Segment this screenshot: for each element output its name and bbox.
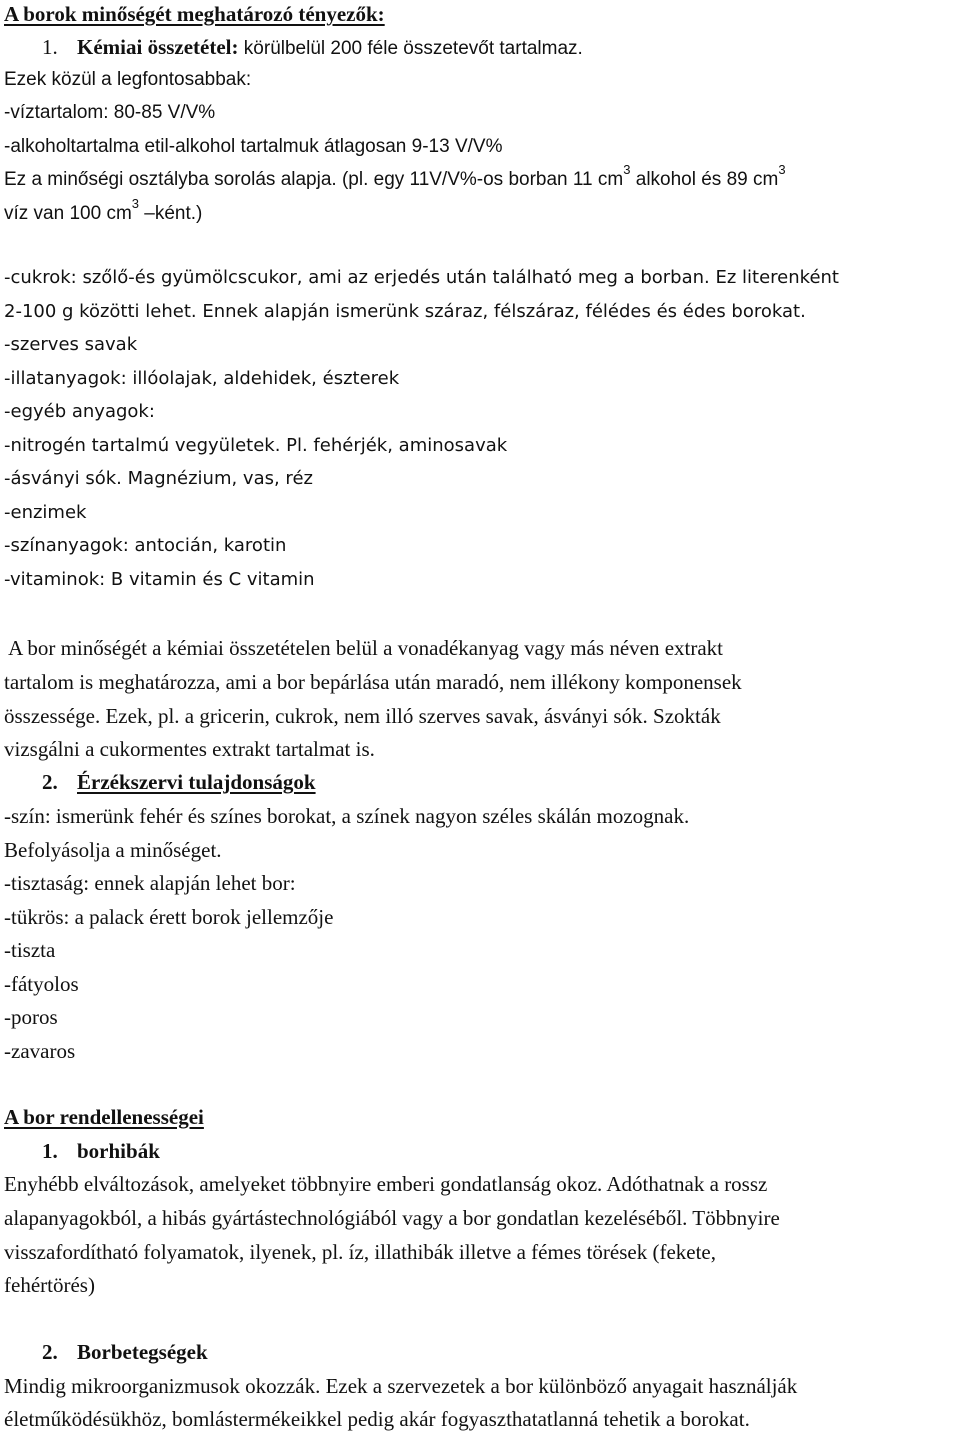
- paragraph-line: fehértörés): [4, 1273, 95, 1297]
- list-item-chemical-composition: [42, 35, 583, 60]
- text-fragment: alkohol és 89 cm: [630, 169, 779, 190]
- text-line: -tisztaság: ennek alapján lehet bor:: [4, 871, 296, 895]
- text-line: Befolyásolja a minőséget.: [4, 838, 222, 862]
- superscript: 3: [778, 162, 786, 177]
- section-heading-quality-factors: A borok minőségét meghatározó tényezők:: [4, 2, 385, 26]
- paragraph-line: visszafordítható folyamatok, ilyenek, pl. íz, illathibák illetve a fémes törések (fekete,: [4, 1240, 717, 1264]
- text-line: -víztartalom: 80-85 V/V%: [4, 102, 216, 123]
- list-item-wine-faults: [42, 1139, 160, 1163]
- paragraph-line: alapanyagokból, a hibás gyártástechnológiából vagy a bor gondatlan kezeléséből. Többnyire: [4, 1206, 780, 1230]
- list-item-sensory-properties: [42, 770, 316, 794]
- text-fragment: Ez a minőségi osztályba sorolás alapja. (pl. egy 11V/V%-os borban 11 cm: [4, 169, 624, 190]
- text-line: -poros: [4, 1005, 58, 1029]
- text-line: -alkoholtartalma etil-alkohol tartalmuk átlagosan 9-13 V/V%: [4, 136, 503, 157]
- list-item: -illatanyagok: illóolajak, aldehidek, észterek: [4, 368, 400, 389]
- list-item: -ásványi sók. Magnézium, vas, réz: [4, 468, 313, 489]
- item-number: 2.: [42, 1340, 58, 1364]
- list-item: -színanyagok: antocián, karotin: [4, 535, 287, 556]
- list-item: 2-100 g közötti lehet. Ennek alapján ismerünk száraz, félszáraz, félédes és édes borokat.: [4, 301, 806, 322]
- paragraph-line: vizsgálni a cukormentes extrakt tartalmat is.: [4, 737, 375, 761]
- section-heading-wine-defects: A bor rendellenességei: [4, 1105, 204, 1129]
- item-title: Kémiai összetétel:: [77, 35, 239, 59]
- list-item: -egyéb anyagok:: [4, 401, 155, 422]
- list-item: -enzimek: [4, 502, 87, 523]
- paragraph-line: Mindig mikroorganizmusok okozzák. Ezek a szervezetek a bor különböző anyagait használják: [4, 1374, 798, 1398]
- item-text: körülbelül 200 féle összetevőt tartalmaz.: [238, 38, 583, 59]
- text-fragment: víz van 100 cm: [4, 203, 132, 224]
- paragraph-line: tartalom is meghatározza, ami a bor bepárlása után maradó, nem illékony komponensek: [4, 670, 742, 694]
- list-item: -cukrok: szőlő-és gyümölcscukor, ami az erjedés után található meg a borban. Ez literenként: [4, 267, 839, 288]
- list-item-wine-diseases: [42, 1340, 208, 1364]
- text-line: Ezek közül a legfontosabbak:: [4, 69, 252, 90]
- item-title: borhibák: [77, 1139, 160, 1163]
- item-number: 1.: [42, 35, 58, 59]
- list-item: -nitrogén tartalmú vegyületek. Pl. fehérjék, aminosavak: [4, 435, 508, 456]
- paragraph-line: összessége. Ezek, pl. a gricerin, cukrok, nem illó szerves savak, ásványi sók. Szokták: [4, 704, 721, 728]
- text-line: -tükrös: a palack érett borok jellemzője: [4, 905, 334, 929]
- item-title: Érzékszervi tulajdonságok: [77, 770, 316, 794]
- text-line: -szín: ismerünk fehér és színes borokat, a színek nagyon széles skálán mozognak.: [4, 804, 690, 828]
- paragraph-line: életműködésükhöz, bomlástermékeikkel pedig akár fogyaszthatatlanná tehetik a borokat.: [4, 1407, 750, 1431]
- superscript: 3: [131, 196, 140, 211]
- text-fragment: –ként.): [139, 203, 203, 224]
- text-line-example: [4, 162, 786, 191]
- paragraph-line: Enyhébb elváltozások, amelyeket többnyire emberi gondatlanság okoz. Adóthatnak a rossz: [4, 1172, 768, 1196]
- list-item: -vitaminok: B vitamin és C vitamin: [4, 569, 315, 590]
- text-line: -fátyolos: [4, 972, 79, 996]
- text-line: -tiszta: [4, 938, 56, 962]
- item-number: 1.: [42, 1139, 58, 1163]
- item-title: Borbetegségek: [77, 1340, 208, 1364]
- superscript: 3: [623, 162, 631, 177]
- text-line-example: [4, 196, 203, 225]
- paragraph-line: A bor minőségét a kémiai összetételen belül a vonadékanyag vagy más néven extrakt: [4, 636, 724, 660]
- item-number: 2.: [42, 770, 58, 794]
- list-item: -szerves savak: [4, 334, 138, 355]
- text-line: -zavaros: [4, 1039, 76, 1063]
